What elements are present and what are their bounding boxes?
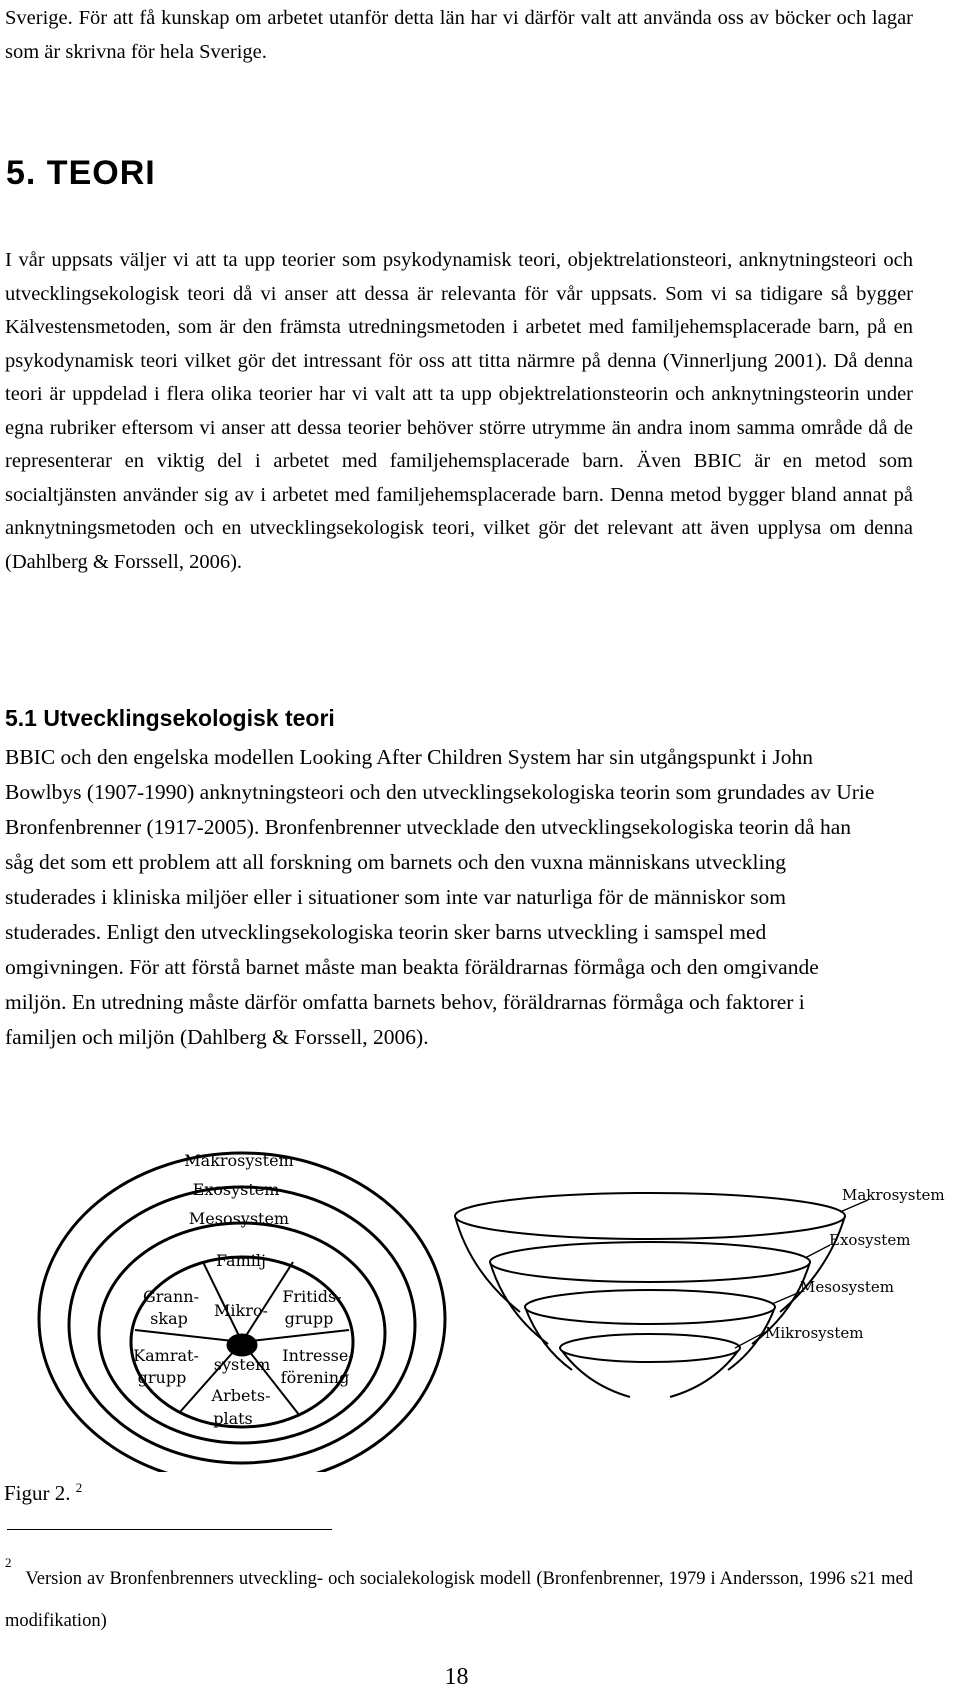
label-intresse-1: Intresse- xyxy=(282,1346,354,1365)
label-fritids-2: grupp xyxy=(284,1309,334,1328)
label-fritids-1: Fritids- xyxy=(282,1287,342,1306)
label-exosystem: Exosystem xyxy=(192,1180,280,1199)
label-grannskap-1: Grann- xyxy=(143,1287,199,1306)
label-kamrat-1: Kamrat- xyxy=(133,1346,199,1365)
figure-caption-text: Figur 2. xyxy=(4,1481,71,1505)
ecological-model-diagram xyxy=(0,1112,960,1472)
intro-paragraph: Sverige. För att få kunskap om arbetet utanför detta län har vi därför valt att använda oss av böcker och lagar som är skrivna för hela Sverige. xyxy=(5,7,913,63)
label-kamrat-2: grupp xyxy=(137,1368,187,1387)
label-grannskap-2: skap xyxy=(150,1309,188,1328)
label-arbets-1: Arbets- xyxy=(211,1386,271,1405)
funnel-label-mikrosystem: Mikrosystem xyxy=(765,1324,864,1342)
ecology-paragraph: BBIC och den engelska modellen Looking After Children System har sin utgångspunkt i John Bowlbys (1907-1990) anknytningsteori och den utvecklingsekologiska teorin som grundades av Urie Bronfenbrenner (1917-2005). Bronfenbrenner utvecklade den utvecklingsekologiska teorin då han såg det som ett problem att all forskning om barnets och den vuxna människans utveckling studerades i kliniska miljöer eller i situationer som inte var naturliga för de människor som studerades. Enligt den utvecklingsekologiska teorin sker barns utveckling i samspel med omgivningen. För att förstå barnet måste man beakta föräldrarnas förmåga och den omgivande miljön. En utredning måste därför omfatta barnets behov, föräldrarnas förmåga och faktorer i familjen och miljön (Dahlberg & Forssell, 2006). xyxy=(5,745,875,1049)
funnel-makro-ring xyxy=(455,1193,845,1239)
funnel-label-mesosystem: Mesosystem xyxy=(800,1278,894,1296)
bronfenbrenner-figure xyxy=(0,1112,960,1472)
label-makrosystem: Makrosystem xyxy=(184,1151,294,1170)
figure-caption xyxy=(4,1480,82,1506)
label-mikro-1: Mikro- xyxy=(214,1301,268,1320)
funnel-mikro-ring xyxy=(560,1334,740,1362)
funnel-exo-ring xyxy=(490,1242,810,1282)
subsection-title: 5.1 Utvecklingsekologisk teori xyxy=(5,705,335,731)
label-arbets-2: plats xyxy=(213,1409,253,1428)
label-mikro-2: system xyxy=(213,1355,271,1374)
page-number: 18 xyxy=(444,1664,469,1690)
label-mesosystem: Mesosystem xyxy=(188,1209,290,1228)
label-intresse-2: förening xyxy=(280,1368,350,1387)
funnel-model xyxy=(455,1193,845,1397)
figure-footnote-ref: 2 xyxy=(75,1480,83,1495)
funnel-meso-ring xyxy=(525,1290,775,1324)
child-center-dot xyxy=(227,1334,257,1356)
footnote-text: Version av Bronfenbrenners utveckling- och socialekologisk modell (Bronfenbrenner, 1979 i Andersson, 1996 s21 med modifikation) xyxy=(5,1569,913,1632)
section-title: 5. TEORI xyxy=(6,154,156,192)
footnote-divider xyxy=(7,1529,332,1530)
footnote-number: 2 xyxy=(5,1555,12,1570)
label-familj: Familj xyxy=(216,1251,266,1270)
footnote xyxy=(5,1552,913,1642)
theory-paragraph: I vår uppsats väljer vi att ta upp teorier som psykodynamisk teori, objektrelationsteori, anknytningsteori och utvecklingsekologisk teori då vi anser att dessa är relevanta för vår uppsats. Som vi sa tidigare så bygger Kälvestensmetoden, som är den främsta utredningsmetoden i arbetet med familjehemsplacerade barn, på en psykodynamisk teori vilket gör det intressant för oss att titta närmre på denna (Vinnerljung 2001). Då denna teori är uppdelad i flera olika teorier har vi valt att ta upp objektrelationsteorin och anknytningsteorin under egna rubriker eftersom vi anser att dessa teorier behöver större utrymme än andra inom samma område då de representerar en viktig del i arbetet med familjehemsplacerade barn. Även BBIC är en metod som socialtjänsten använder sig av i arbetet med familjehemsplacerade barn. Denna metod bygger bland annat på anknytningsmetoden och en utvecklingsekologisk teori, vilket gör det relevant att även upplysa om denna (Dahlberg & Forssell, 2006). xyxy=(5,249,913,573)
funnel-label-makrosystem: Makrosystem xyxy=(842,1186,945,1204)
funnel-label-exosystem: Exosystem xyxy=(829,1231,911,1249)
